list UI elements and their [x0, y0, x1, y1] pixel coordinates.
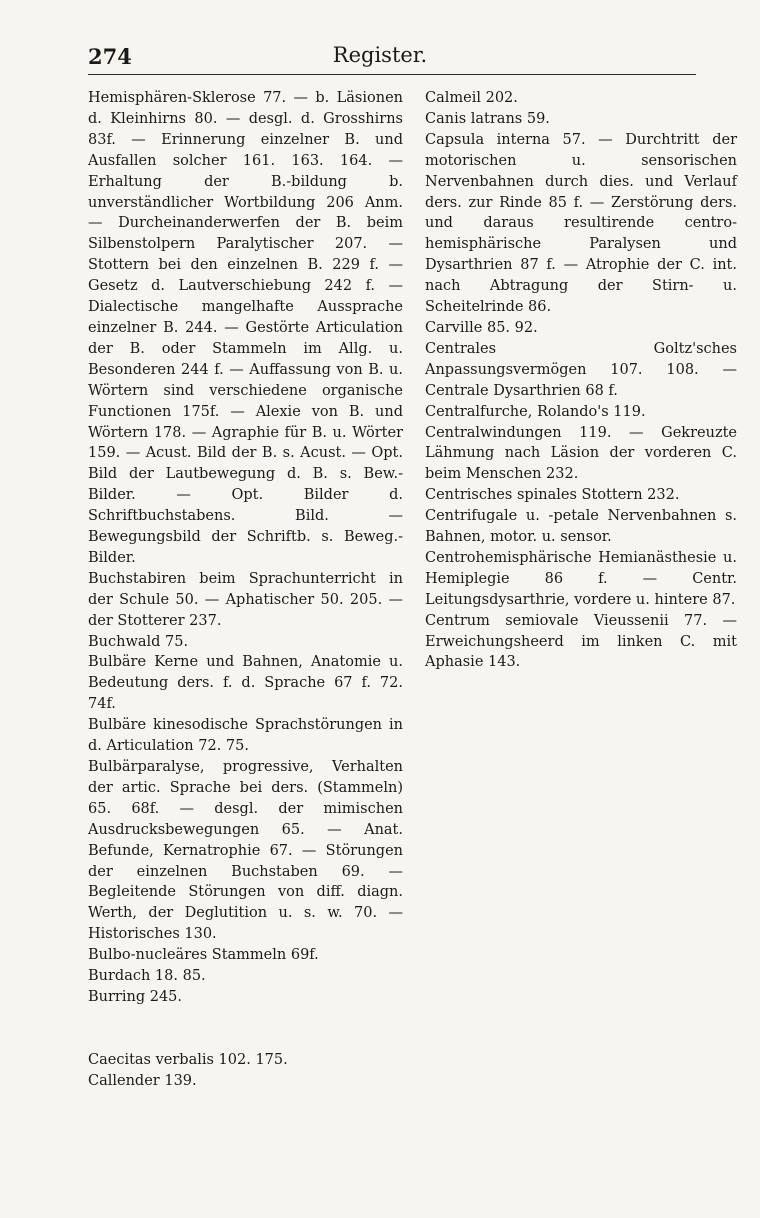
- left-column: [88, 88, 403, 1092]
- index-entry: Centralwindungen 119. — Gekreuzte Lähmung nach Läsion der vorderen C. beim Menschen 232.: [425, 424, 737, 483]
- index-entry: Centrohemisphärische Hemianästhesie u. Hemiplegie 86 f. — Centr. Leitungsdysarthrie, vordere u. hintere 87.: [425, 549, 737, 608]
- index-entry: Calmeil 202.: [425, 90, 518, 106]
- index-entry: Centrum semiovale Vieussenii 77. — Erweichungsheerd im linken C. mit Aphasie 143.: [425, 612, 737, 671]
- index-entry: Bulbäre kinesodische Sprachstörungen in d. Articulation 72. 75.: [88, 717, 403, 755]
- section-gap: [88, 1008, 403, 1050]
- index-entry: Centrisches spinales Stottern 232.: [425, 487, 680, 504]
- index-entry: Callender 139.: [88, 1072, 197, 1089]
- index-entry: Canis latrans 59.: [425, 110, 550, 127]
- index-entry: Bulbärparalyse, progressive, Verhalten der artic. Sprache bei ders. (Stammeln) 65. 68f. — desgl. der mimischen Ausdrucksbewegungen 65. — Anat. Befunde, Kernatrophie 67. — Störungen der einzelnen Buchstaben 69. — Begleitende Störungen von diff. diagn. Werth, der Deglutition u. s. w. 70. — Historisches 130.: [88, 759, 403, 943]
- index-entry: Burdach 18. 85.: [88, 968, 206, 985]
- index-entry: Bulbo-nucleäres Stammeln 69f.: [88, 947, 319, 964]
- index-entry: Caecitas verbalis 102. 175.: [88, 1051, 288, 1068]
- header-rule: [88, 74, 696, 75]
- index-entry: Buchstabiren beim Sprachunterricht in der Schule 50. — Aphatischer 50. 205. — der Stotterer 237.: [88, 570, 403, 629]
- index-entry: Centrales Goltz'sches Anpassungsvermögen 107. 108. — Centrale Dysarthrien 68 f.: [425, 340, 737, 399]
- index-entry: Buchwald 75.: [88, 633, 189, 650]
- right-column: [425, 88, 737, 673]
- index-entry: Centrifugale u. -petale Nervenbahnen s. Bahnen, motor. u. sensor.: [425, 508, 737, 546]
- page-number: 274: [88, 44, 132, 69]
- running-head: Register.: [332, 43, 428, 67]
- index-entry: Hemisphären-Sklerose 77. — b. Läsionen d. Kleinhirns 80. — desgl. d. Grosshirns 83f. — Erinnerung einzelner B. und Ausfallen solcher 161. 163. 164. — Erhaltung der B.-bildung b. unverständlicher Wortbildung 206 Anm. — Durcheinanderwerfen der B. beim Silbenstolpern Paralytischer 207. — Stottern bei den einzelnen B. 229 f. — Gesetz d. Lautverschiebung 242 f. — Dialectische mangelhafte Aussprache einzelner B. 244. — Gestörte Articulation der B. oder Stammeln im Allg. u. Besonderen 244 f. — Auffassung von B. u. Wörtern sind verschiedene organische Functionen 175f. — Alexie von B. und Wörtern 178. — Agraphie für B. u. Wörter 159. — Acust. Bild der B. s. Acust. — Opt. Bild der Lautbewegung d. B. s. Bew.-Bilder. — Opt. Bilder d. Schriftbuchstabens. Bild. — Bewegungsbild der Schriftb. s. Beweg.-Bilder.: [88, 90, 403, 566]
- index-entry: Burring 245.: [88, 988, 183, 1005]
- index-entry: Centralfurche, Rolando's 119.: [425, 403, 646, 420]
- index-entry: Carville 85. 92.: [425, 319, 538, 336]
- index-entry: Bulbäre Kerne und Bahnen, Anatomie u. Bedeutung ders. f. d. Sprache 67 f. 72. 74f.: [88, 654, 403, 713]
- index-entry: Capsula interna 57. — Durchtritt der motorischen u. sensorischen Nervenbahnen durch dies. und Verlauf ders. zur Rinde 85 f. — Zerstörung ders. und daraus resultirende centro-hemisphärische Paralysen und Dysarthrien 87 f. — Atrophie der C. int. nach Abtragung der Stirn- u. Scheitelrinde 86.: [425, 131, 737, 316]
